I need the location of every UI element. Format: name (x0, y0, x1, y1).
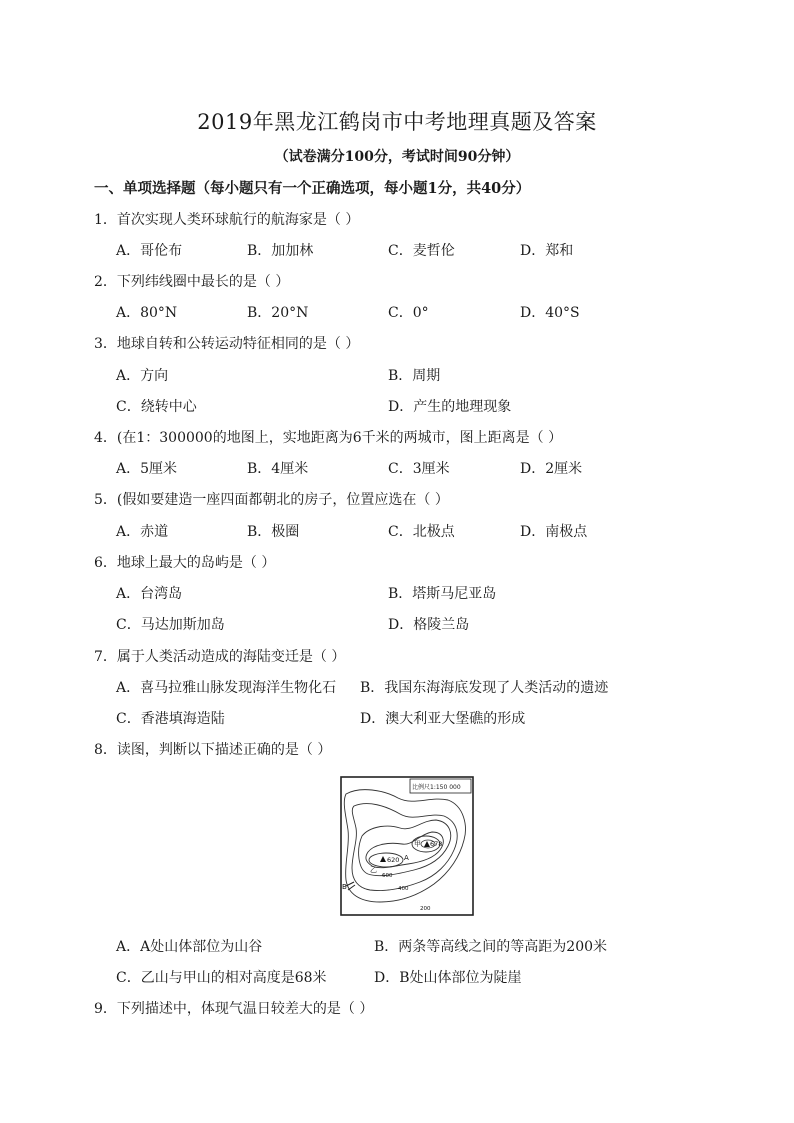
contour-label-400: 400 (398, 886, 409, 892)
q6-option-b: B．塔斯马尼亚岛 (388, 586, 497, 602)
q4-option-d: D．2厘米 (520, 461, 583, 477)
q1-option-a: A．哥伦布 (116, 243, 183, 259)
q3-option-c: C．绕转中心 (116, 399, 197, 415)
q2-option-b: B．20°N (247, 305, 309, 321)
q7-option-a: A．喜马拉雅山脉发现海洋生物化石 (116, 680, 337, 696)
page-title: 2019年黑龙江鹤岗市中考地理真题及答案 (197, 110, 597, 134)
map-scale-label: 比例尺1:150 000 (412, 784, 461, 791)
q3-option-a: A．方向 (116, 368, 169, 384)
q2-option-d: D．40°S (520, 305, 580, 321)
question-3: 3．地球自转和公转运动特征相同的是（ ） (94, 336, 360, 352)
exam-info: （试卷满分100分，考试时间90分钟） (274, 149, 520, 165)
q8-option-d: D．B处山体部位为陡崖 (374, 970, 522, 986)
q4-option-b: B．4厘米 (247, 461, 309, 477)
question-7: 7．属于人类活动造成的海陆变迁是（ ） (94, 649, 346, 665)
question-6: 6．地球上最大的岛屿是（ ） (94, 555, 276, 571)
question-2: 2．下列纬线圈中最长的是（ ） (94, 274, 290, 290)
question-5: 5．(假如要建造一座四面都朝北的房子，位置应选在（ ） (94, 492, 449, 508)
q4-option-a: A．5厘米 (116, 461, 178, 477)
section-heading: 一、单项选择题（每小题只有一个正确选项，每小题1分，共40分） (94, 180, 531, 197)
question-9: 9．下列描述中，体现气温日较差大的是（ ） (94, 1001, 374, 1017)
q2-option-c: C．0° (388, 305, 429, 321)
peak-yi-elevation: 620 (387, 856, 400, 864)
q4-option-c: C．3厘米 (388, 461, 450, 477)
q6-option-a: A．台湾岛 (116, 586, 183, 602)
q8-option-b: B．两条等高线之间的等高距为200米 (374, 939, 608, 955)
q7-option-b: B．我国东海海底发现了人类活动的遗迹 (360, 680, 609, 696)
q6-option-d: D．格陵兰岛 (388, 617, 470, 633)
q7-option-d: D．澳大利亚大堡礁的形成 (360, 711, 526, 727)
q3-option-b: B．周期 (388, 368, 441, 384)
point-a-label: A (404, 854, 409, 862)
question-8: 8．读图，判断以下描述正确的是（ ） (94, 742, 332, 758)
q5-option-c: C．北极点 (388, 524, 455, 540)
peak-yi-label: 乙 (370, 866, 377, 874)
q1-option-b: B．加加林 (247, 243, 314, 259)
contour-label-200: 200 (420, 906, 431, 912)
point-b-label: B (342, 883, 347, 891)
peak-jia-label: 甲 (414, 840, 421, 848)
peak-jia-elevation: 678 (430, 840, 443, 848)
q8-option-a: A．A处山体部位为山谷 (116, 939, 263, 955)
question-1: 1．首次实现人类环球航行的航海家是（ ） (94, 212, 360, 228)
q1-option-c: C．麦哲伦 (388, 243, 455, 259)
question-4: 4．(在1：300000的地图上，实地距离为6千米的两城市，图上距离是（ ） (94, 430, 563, 446)
q7-option-c: C．香港填海造陆 (116, 711, 225, 727)
map-frame (341, 777, 473, 915)
q6-option-c: C．马达加斯加岛 (116, 617, 225, 633)
q2-option-a: A．80°N (116, 305, 178, 321)
q1-option-d: D．郑和 (520, 243, 574, 259)
q3-option-d: D．产生的地理现象 (388, 399, 512, 415)
contour-label-600: 600 (382, 873, 393, 879)
contour-map (340, 776, 474, 916)
q5-option-b: B．极圈 (247, 524, 300, 540)
q5-option-a: A．赤道 (116, 524, 169, 540)
q8-option-c: C．乙山与甲山的相对高度是68米 (116, 970, 327, 986)
contour-map-figure (340, 776, 474, 916)
q5-option-d: D．南极点 (520, 524, 588, 540)
